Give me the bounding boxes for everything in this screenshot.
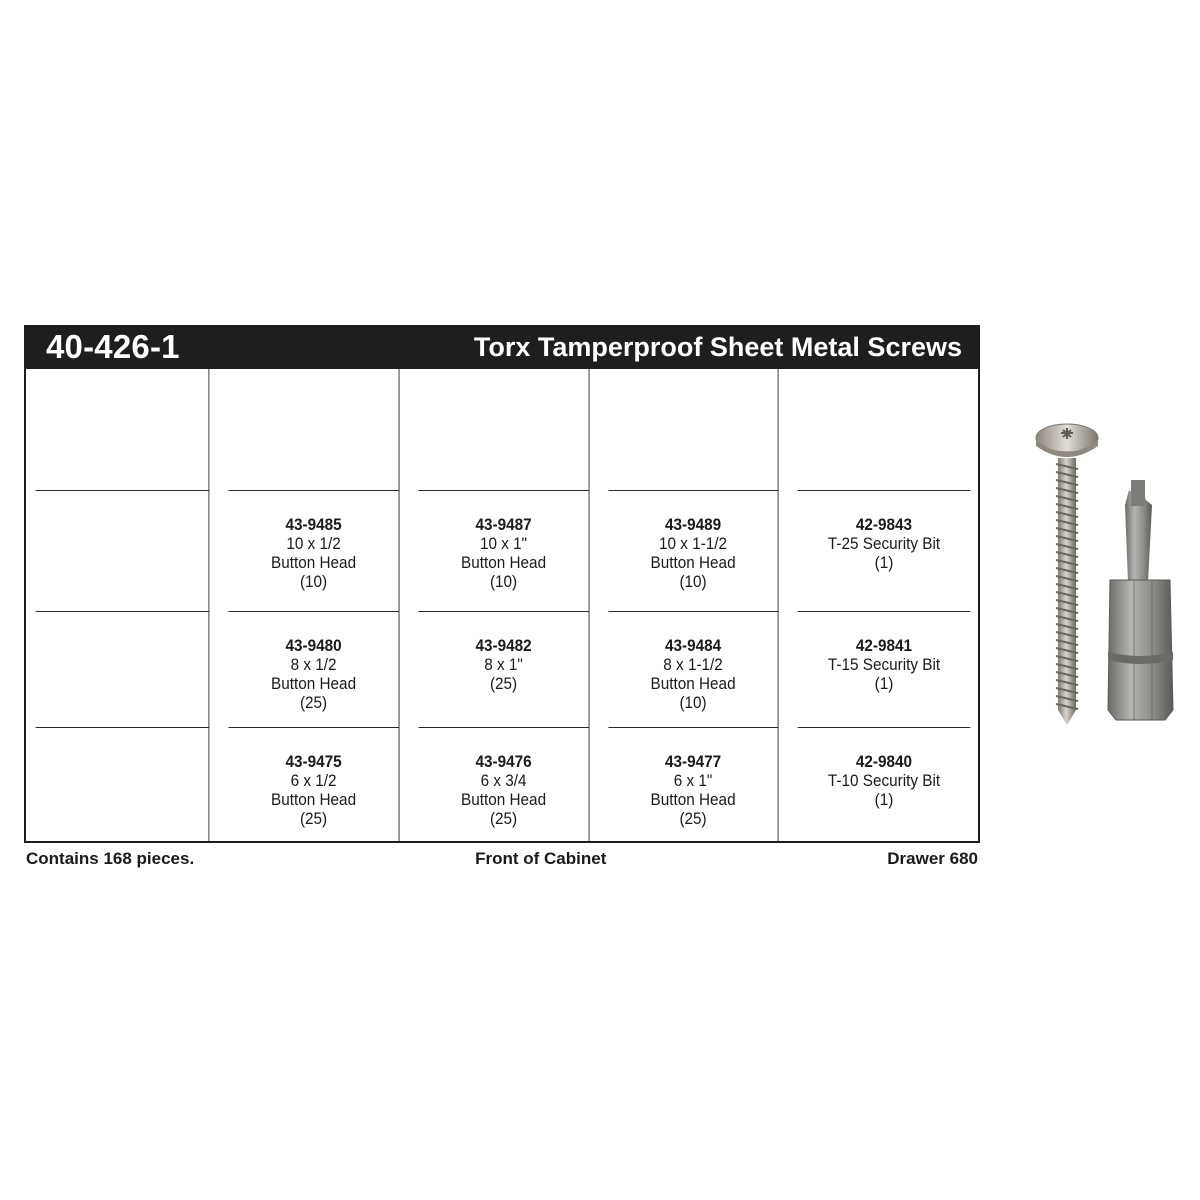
compartment-cell	[419, 612, 590, 728]
chart-title: Torx Tamperproof Sheet Metal Screws	[473, 331, 962, 362]
part-description-line: (25)	[489, 674, 518, 693]
part-description-line: 6 x 1"	[673, 771, 713, 790]
compartment-cell	[229, 491, 400, 612]
assortment-number: 40-426-1	[46, 328, 180, 365]
part-description-line: Button Head	[650, 674, 736, 693]
compartment-cell	[229, 612, 400, 728]
part-description-line: Button Head	[271, 790, 357, 809]
part-description-line: (10)	[299, 572, 328, 591]
part-number: 43-9475	[285, 752, 342, 771]
chart-header	[24, 325, 980, 369]
part-description-line: 8 x 1-1/2	[663, 655, 723, 674]
part-description-line: Button Head	[271, 674, 357, 693]
part-description-line: T-10 Security Bit	[827, 771, 941, 790]
compartment-cell	[36, 491, 210, 612]
compartment-grid	[24, 369, 980, 843]
product-photo	[1030, 420, 1180, 730]
part-number: 42-9840	[855, 752, 913, 771]
part-description-line: Button Head	[650, 553, 736, 572]
part-number: 43-9477	[664, 752, 722, 771]
part-number: 43-9484	[664, 636, 722, 655]
part-number: 43-9480	[285, 636, 342, 655]
part-number: 43-9482	[475, 636, 532, 655]
compartment-cell	[36, 369, 210, 491]
part-description-line: (25)	[299, 809, 328, 828]
part-description-line: Button Head	[461, 790, 547, 809]
part-description-line: T-25 Security Bit	[827, 534, 941, 553]
compartment-cell	[798, 369, 971, 491]
compartment-cell	[229, 728, 400, 841]
compartment-cell	[419, 728, 590, 841]
piece-count: Contains 168 pieces.	[26, 849, 195, 868]
part-description-line: 10 x 1/2	[286, 534, 341, 553]
part-description-line: (25)	[679, 809, 707, 828]
part-description-line: (1)	[874, 790, 894, 809]
compartment-cell	[419, 491, 590, 612]
chart-footer	[24, 849, 980, 869]
part-description-line: Button Head	[650, 790, 736, 809]
part-number: 43-9487	[475, 515, 532, 534]
part-number: 42-9843	[855, 515, 913, 534]
compartment-cell	[798, 491, 971, 612]
part-description-line: (25)	[299, 693, 328, 712]
part-description-line: (25)	[489, 809, 518, 828]
part-number: 43-9485	[285, 515, 342, 534]
part-description-line: (10)	[679, 572, 707, 591]
screw-icon	[1036, 424, 1098, 725]
compartment-cell	[608, 491, 778, 612]
part-description-line: T-15 Security Bit	[827, 655, 941, 674]
cabinet-orientation: Front of Cabinet	[475, 849, 607, 868]
part-description-line: 10 x 1-1/2	[659, 534, 728, 553]
drawer-number: Drawer 680	[887, 849, 978, 868]
drawer-chart	[24, 325, 980, 869]
part-description-line: Button Head	[461, 553, 547, 572]
part-number: 43-9476	[475, 752, 532, 771]
part-description-line: (10)	[489, 572, 518, 591]
compartment-cell	[229, 369, 400, 491]
compartment-cell	[36, 612, 210, 728]
part-description-line: (1)	[874, 674, 894, 693]
part-description-line: 6 x 1/2	[290, 771, 337, 790]
compartment-cell	[419, 369, 590, 491]
compartment-cell	[608, 728, 778, 841]
security-bit-icon	[1108, 480, 1173, 720]
compartment-cell	[798, 728, 971, 841]
part-description-line: 6 x 3/4	[480, 771, 527, 790]
part-description-line: 8 x 1/2	[290, 655, 337, 674]
compartment-cell	[798, 612, 971, 728]
part-description-line: (10)	[679, 693, 707, 712]
part-description-line: Button Head	[271, 553, 357, 572]
part-description-line: 8 x 1"	[484, 655, 523, 674]
part-description-line: (1)	[874, 553, 894, 572]
part-number: 43-9489	[664, 515, 722, 534]
compartment-cell	[608, 612, 778, 728]
compartment-cell	[608, 369, 778, 491]
compartment-cell	[36, 728, 210, 841]
part-description-line: 10 x 1"	[479, 534, 528, 553]
part-number: 42-9841	[855, 636, 913, 655]
